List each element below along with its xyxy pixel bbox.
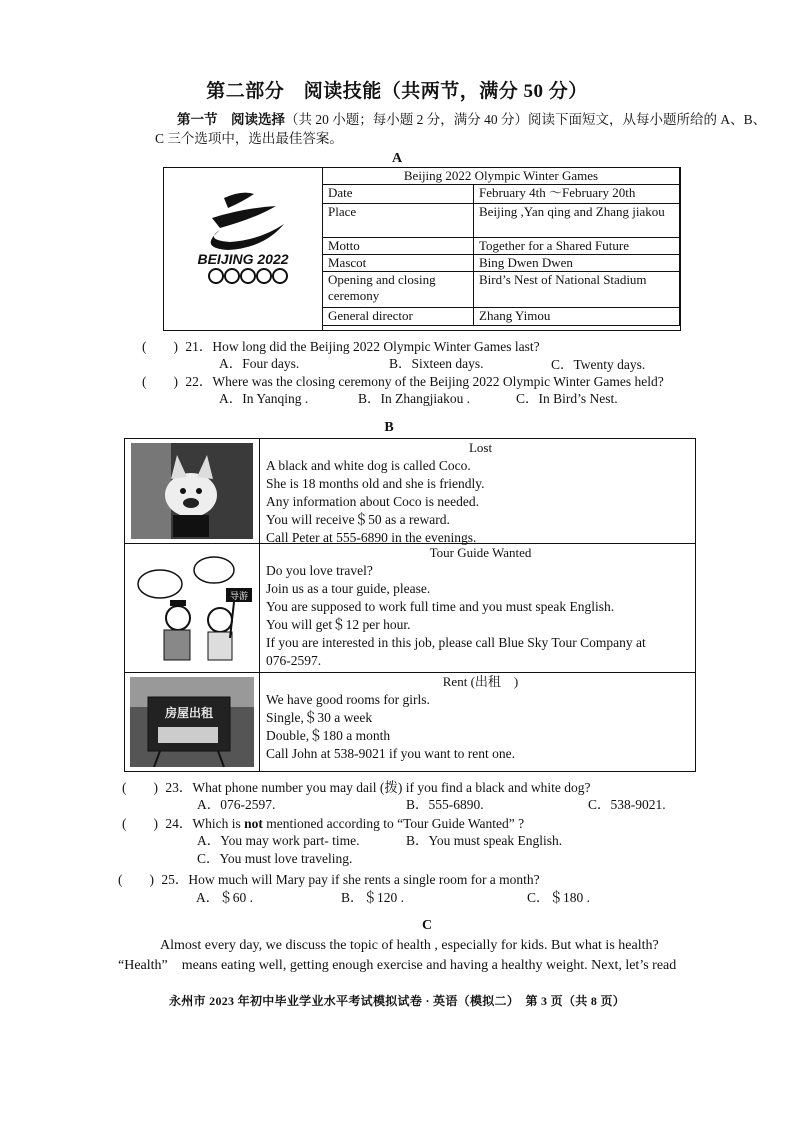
logo-text: BEIJING 2022 [197,251,289,267]
flag-text: 导游 [229,592,249,602]
question-stem: 21．How long did the Beijing 2022 Olympic Winter Games last? [185,339,540,354]
dog-photo [125,439,260,543]
question-stem: 25．How much will Mary pay if she rents a single room for a month? [161,872,540,887]
ad-line: You will get＄12 per hour. [266,617,411,632]
ad-line: You will receive＄50 as a reward. [266,512,450,527]
question-stem: 23．What phone number you may dail (拨) if you find a black and white dog? [165,780,591,795]
row-label: Date [323,185,474,204]
ad-line: 076-2597. [266,653,322,668]
beijing-2022-emblem-icon [164,168,322,330]
ad-line: A black and white dog is called Coco. [266,458,471,473]
option-a[interactable]: A．In Yanqing . [219,391,309,406]
passage-c-letter: C [421,918,433,933]
row-label: Mascot [323,255,474,272]
ad-line: Join us as a tour guide, please. [266,581,431,596]
passage-c-line: Almost every day, we discuss the topic of health , especially for kids. But what is health? [160,938,659,953]
ad-line: You are supposed to work full time and you must speak English. [266,599,615,614]
row-label: General director [323,308,474,326]
row-value: Together for a Shared Future [474,238,680,255]
question-21 [142,338,540,355]
question-22 [142,373,664,390]
option-a[interactable]: A．076-2597. [197,797,276,812]
row-value: Bird’s Nest of National Stadium [474,272,680,308]
dog-icon [131,443,253,539]
answer-paren[interactable]: ( ) [122,780,158,795]
option-b[interactable]: B．Sixteen days. [389,356,484,371]
question-stem-bold: not [244,816,263,831]
rent-sign-photo [125,673,260,771]
passage-a-letter: A [391,151,403,166]
ad-rent [125,673,695,771]
option-c[interactable]: C．＄180 . [527,890,591,905]
passage-a-table [163,167,681,331]
ad-heading: Tour Guide Wanted [429,545,532,560]
option-a[interactable]: A．You may work part- time. [197,833,360,848]
sign-text: 房屋出租 [164,706,214,720]
section-label: 第一节 阅读选择 [177,112,285,127]
question-25 [118,871,540,888]
ad-line: We have good rooms for girls. [266,692,430,707]
ad-line: Call John at 538-9021 if you want to rent one. [266,746,515,761]
question-23 [122,779,591,796]
option-a[interactable]: A．Four days. [219,356,300,371]
option-a[interactable]: A．＄60 . [196,890,253,905]
answer-paren[interactable]: ( ) [122,816,158,831]
option-b[interactable]: B．555-6890. [406,797,484,812]
ad-line: Double,＄180 a month [266,728,391,743]
passage-c-line: “Health” means eating well, getting enough exercise and having a healthy weight. Next, let’s read [118,958,677,973]
ad-tour-guide-text [260,544,695,672]
row-label: Place [323,204,474,238]
row-value: Bing Dwen Dwen [474,255,680,272]
option-b[interactable]: B．＄120 . [341,890,405,905]
ad-line: Call Peter at 555-6890 in the evenings. [266,530,477,545]
ad-line: Single,＄30 a week [266,710,373,725]
page-title: 第二部分 阅读技能（共两节，满分 50 分） [206,81,588,102]
question-stem: 22．Where was the closing ceremony of the Beijing 2022 Olympic Winter Games held? [185,374,664,389]
option-c[interactable]: C．Twenty days. [551,357,646,372]
question-stem-post: mentioned according to “Tour Guide Wanted” ? [262,816,525,831]
ad-heading: Lost [468,440,493,455]
ad-lost-text [260,439,695,543]
row-value: Beijing ,Yan qing and Zhang jiakou [474,204,680,238]
option-b[interactable]: B．In Zhangjiakou . [358,391,471,406]
tour-guide-cartoon [125,544,260,672]
row-label: Opening and closing ceremony [323,272,474,308]
ad-tour-guide [125,544,695,673]
page-footer: 永州市 2023 年初中毕业学业水平考试模拟试卷 · 英语（模拟二） 第 3 页（共 8 页） [168,994,626,1008]
ad-line: Any information about Coco is needed. [266,494,479,509]
ad-line: She is 18 months old and she is friendly. [266,476,485,491]
olympic-logo [164,168,323,330]
answer-paren[interactable]: ( ) [118,872,154,887]
row-value: Zhang Yimou [474,308,680,326]
option-c[interactable]: C．538-9021. [588,797,666,812]
ad-heading: Rent (出租 ) [442,674,519,689]
option-b[interactable]: B．You must speak English. [406,833,563,848]
row-value: February 4th ～February 20th [474,185,680,204]
row-label: Motto [323,238,474,255]
question-stem-pre: 24．Which is [165,816,245,831]
section-instructions-text: （共 20 小题；每小题 2 分，满分 40 分）阅读下面短文，从每小题所给的 A、B、C 三个选项中，选出最佳答案。 [155,112,767,146]
info-table [322,167,680,326]
ad-rent-text [260,673,695,771]
info-table-title: Beijing 2022 Olympic Winter Games [323,168,680,185]
option-c[interactable]: C．You must love traveling. [197,851,353,866]
section-instructions [155,110,775,148]
option-c[interactable]: C．In Bird’s Nest. [516,391,618,406]
passage-b-letter: B [384,420,394,435]
answer-paren[interactable]: ( ) [142,339,178,354]
answer-paren[interactable]: ( ) [142,374,178,389]
rent-sign-icon [130,677,254,767]
ad-line: Do you love travel? [266,563,373,578]
question-24 [122,815,524,832]
ad-line: If you are interested in this job, please call Blue Sky Tour Company at [266,635,646,650]
passage-b-ads [124,438,696,772]
tour-guide-icon [130,548,254,668]
ad-lost [125,439,695,544]
